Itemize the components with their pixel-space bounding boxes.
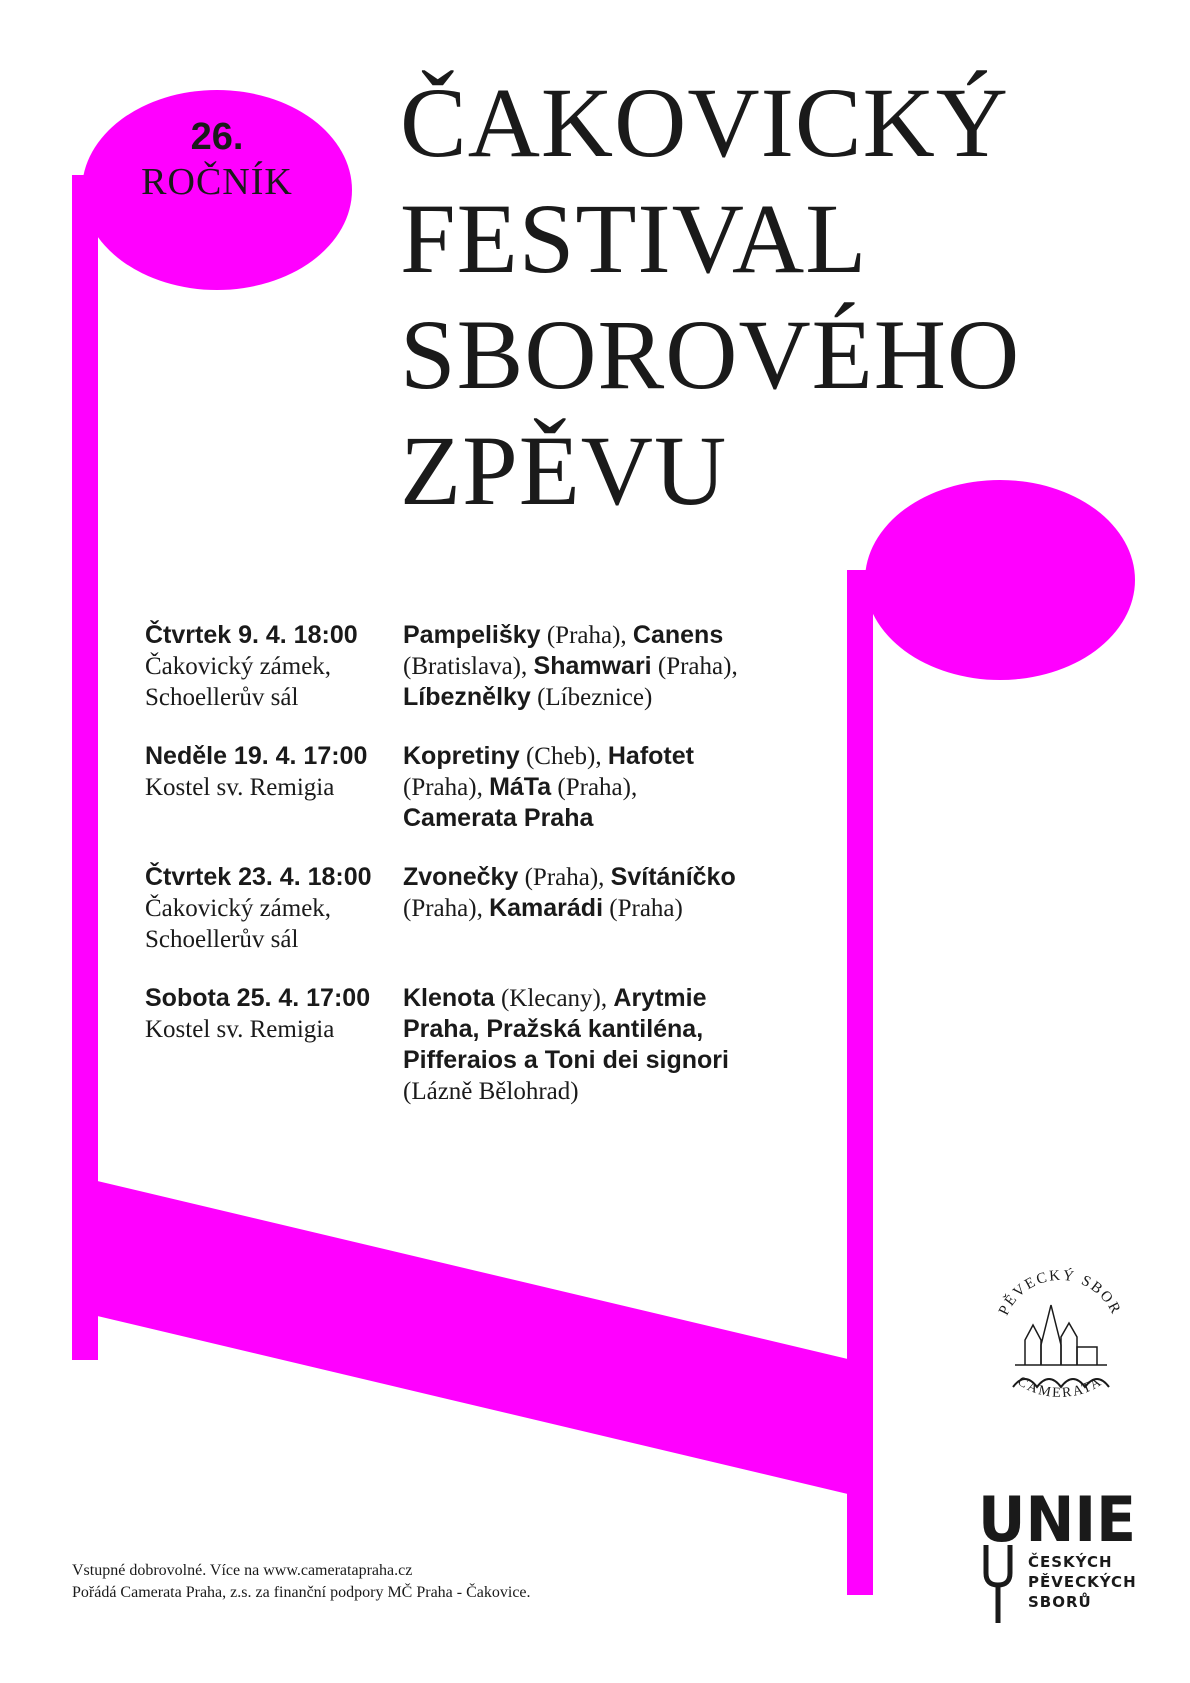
svg-text:PĚVECKÝ SBOR bbox=[996, 1267, 1124, 1318]
choir-name: Pifferaios a Toni dei signori bbox=[403, 1046, 729, 1074]
choir-name: Canens bbox=[632, 621, 724, 649]
performer-line bbox=[403, 803, 783, 834]
event-venue: Čakovický zámek, bbox=[145, 653, 332, 680]
tuning-fork-icon bbox=[986, 1545, 1010, 1623]
event-date: Sobota 25. 4. 17:00 bbox=[145, 984, 371, 1012]
unie-logo bbox=[978, 1475, 1138, 1625]
choir-origin: (Praha), bbox=[518, 864, 611, 891]
performer-line bbox=[403, 620, 783, 651]
event-performers bbox=[403, 620, 783, 713]
event-when bbox=[145, 983, 403, 1107]
choir-origin: (Líbeznice) bbox=[530, 684, 653, 711]
festival-title bbox=[400, 65, 1020, 529]
event-venue: Schoellerův sál bbox=[145, 926, 299, 953]
choir-name: Kamarádi bbox=[489, 894, 604, 922]
footer-line: Vstupné dobrovolné. Více na www.cameratapraha.cz bbox=[72, 1562, 413, 1579]
choir-name: MáTa bbox=[489, 773, 552, 801]
unie-logo-word: UNIE bbox=[978, 1483, 1136, 1556]
performer-line bbox=[403, 651, 783, 682]
title-line: ČAKOVICKÝ bbox=[400, 67, 1009, 178]
performer-line bbox=[403, 1076, 783, 1107]
choir-name: Zvonečky bbox=[403, 863, 519, 891]
note-beam bbox=[72, 1175, 873, 1500]
event-item bbox=[145, 620, 795, 713]
choir-origin: (Klecany), bbox=[494, 985, 614, 1012]
footer-note bbox=[72, 1560, 531, 1604]
title-line: SBOROVÉHO bbox=[400, 299, 1021, 410]
choir-name: Shamwari bbox=[533, 652, 652, 680]
camerata-logo-bottom-text: CAMERATA bbox=[1014, 1374, 1106, 1402]
choir-origin: (Praha), bbox=[540, 622, 633, 649]
svg-text:CAMERATA bbox=[1014, 1374, 1105, 1401]
performer-line bbox=[403, 893, 783, 924]
event-venue: Schoellerův sál bbox=[145, 684, 299, 711]
choir-name: Kopretiny bbox=[403, 742, 520, 770]
event-item bbox=[145, 983, 795, 1107]
choir-origin: (Praha), bbox=[551, 774, 638, 801]
event-date: Čtvrtek 9. 4. 18:00 bbox=[145, 621, 358, 649]
event-date: Neděle 19. 4. 17:00 bbox=[145, 742, 368, 770]
choir-name: Camerata Praha bbox=[403, 804, 594, 832]
choir-origin: (Praha) bbox=[603, 895, 683, 922]
event-item bbox=[145, 862, 795, 955]
performer-line bbox=[403, 862, 783, 893]
performer-line bbox=[403, 1045, 783, 1076]
title-line: ZPĚVU bbox=[400, 415, 728, 526]
camerata-logo-top-text: PĚVECKÝ SBOR bbox=[995, 1267, 1125, 1318]
cathedral-icon bbox=[1015, 1305, 1107, 1365]
event-when bbox=[145, 862, 403, 955]
event-schedule bbox=[145, 620, 795, 1135]
footer-line: Pořádá Camerata Praha, z.s. za finanční podpory MČ Praha - Čakovice. bbox=[72, 1584, 531, 1601]
event-venue: Čakovický zámek, bbox=[145, 895, 332, 922]
choir-name: Pampelišky bbox=[403, 621, 541, 649]
choir-name: Hafotet bbox=[607, 742, 694, 770]
event-performers bbox=[403, 862, 783, 955]
edition-number: 26. bbox=[190, 116, 244, 158]
event-performers bbox=[403, 983, 783, 1107]
edition-badge bbox=[97, 115, 337, 205]
event-venue: Kostel sv. Remigia bbox=[145, 774, 335, 801]
performer-line bbox=[403, 772, 783, 803]
choir-origin: (Bratislava), bbox=[403, 653, 534, 680]
event-performers bbox=[403, 741, 783, 834]
event-item bbox=[145, 741, 795, 834]
camerata-logo bbox=[985, 1265, 1135, 1410]
choir-origin: (Praha), bbox=[403, 774, 490, 801]
performer-line bbox=[403, 741, 783, 772]
performer-line bbox=[403, 983, 783, 1014]
choir-name: Arytmie bbox=[613, 984, 707, 1012]
event-date: Čtvrtek 23. 4. 18:00 bbox=[145, 863, 372, 891]
choir-origin: (Praha), bbox=[403, 895, 490, 922]
choir-origin: (Praha), bbox=[651, 653, 738, 680]
choir-name: Svítáníčko bbox=[610, 863, 736, 891]
unie-logo-line: SBORŮ bbox=[1028, 1593, 1092, 1611]
choir-name: Praha, Pražská kantiléna, bbox=[403, 1015, 704, 1043]
event-venue: Kostel sv. Remigia bbox=[145, 1016, 335, 1043]
unie-logo-line: ČESKÝCH bbox=[1028, 1553, 1113, 1571]
unie-logo-line: PĚVECKÝCH bbox=[1028, 1573, 1137, 1591]
choir-origin: (Cheb), bbox=[519, 743, 608, 770]
choir-origin: (Lázně Bělohrad) bbox=[403, 1078, 579, 1105]
title-line: FESTIVAL bbox=[400, 183, 868, 294]
choir-name: Líbeznělky bbox=[403, 683, 531, 711]
event-when bbox=[145, 620, 403, 713]
edition-label: ROČNÍK bbox=[141, 161, 293, 203]
choir-name: Klenota bbox=[403, 984, 495, 1012]
performer-line bbox=[403, 1014, 783, 1045]
event-when bbox=[145, 741, 403, 834]
performer-line bbox=[403, 682, 783, 713]
